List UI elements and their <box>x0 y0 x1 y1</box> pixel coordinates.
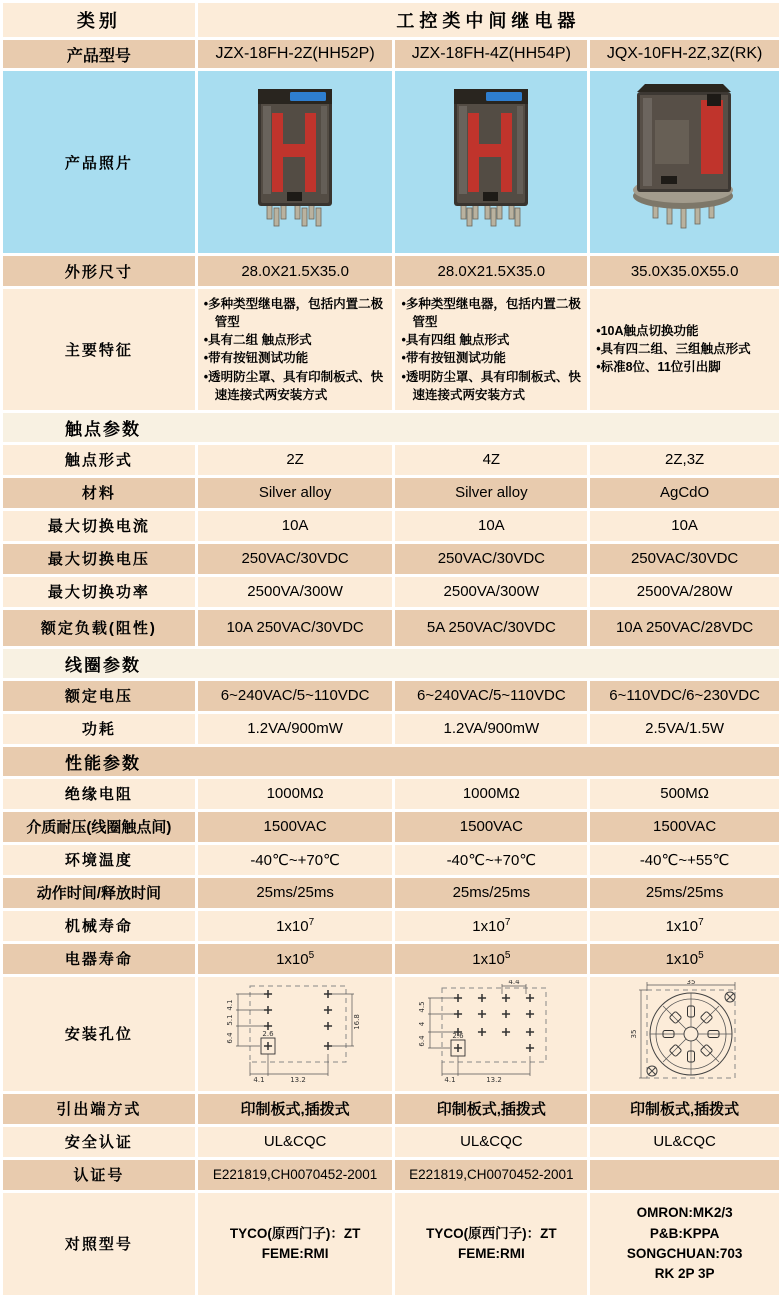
life-base: 1x10 <box>276 950 309 968</box>
relay-photo-icon <box>441 80 541 240</box>
spec-value <box>590 944 779 974</box>
row-label: 最大切换电压 <box>3 544 195 574</box>
row-label: 安全认证 <box>3 1127 195 1157</box>
spec-value: 10A 250VAC/30VDC <box>198 610 393 646</box>
section-performance-row <box>3 747 779 776</box>
dim-label: 4.5 <box>418 1001 427 1013</box>
spec-value: 2500VA/300W <box>395 577 587 607</box>
spec-value: 4Z <box>395 445 587 475</box>
spec-value: Silver alloy <box>198 478 393 508</box>
row-label: 环境温度 <box>3 845 195 875</box>
dim-label: 4.1 <box>226 999 235 1011</box>
spec-value: AgCdO <box>590 478 779 508</box>
cross-ref-line: TYCO(原西门子)：ZT <box>426 1225 557 1241</box>
spec-value: 2500VA/280W <box>590 577 779 607</box>
mounting-hole-diagram-icon <box>202 980 388 1084</box>
cross-ref-row <box>3 1193 779 1295</box>
row-label: 触点形式 <box>3 445 195 475</box>
spec-value: E221819,CH0070452-2001 <box>395 1160 587 1190</box>
relay-photo-icon <box>245 80 345 240</box>
row-label: 机械寿命 <box>3 911 195 941</box>
dim-label: 4.1 <box>444 1075 457 1084</box>
spec-value: UL&CQC <box>590 1127 779 1157</box>
spec-value: 250VAC/30VDC <box>395 544 587 574</box>
spec-value: 1500VAC <box>395 812 587 842</box>
model-2: JZX-18FH-4Z(HH54P) <box>395 40 587 68</box>
product-photo-2 <box>395 71 587 253</box>
product-photo-1 <box>198 71 393 253</box>
row-label: 介质耐压(线圈触点间) <box>3 812 195 842</box>
dim-label: 2.6 <box>452 1031 465 1040</box>
cross-ref-line: RK 2P 3P <box>654 1266 715 1281</box>
feature-item: • 标准8位、11位引出脚 <box>596 358 773 376</box>
model-label: 产品型号 <box>3 40 195 68</box>
spec-value: 印制板式,插拨式 <box>395 1094 587 1124</box>
model-row <box>3 40 779 68</box>
spec-row-max-power <box>3 577 779 607</box>
dim-label: 16.8 <box>353 1013 362 1030</box>
row-label: 认证号 <box>3 1160 195 1190</box>
spec-row-rated-voltage <box>3 681 779 711</box>
spec-value: 2Z <box>198 445 393 475</box>
spec-value: 1000MΩ <box>395 779 587 809</box>
row-label: 最大切换功率 <box>3 577 195 607</box>
section-coil-title: 线圈参数 <box>3 649 779 678</box>
section-contact-title: 触点参数 <box>3 413 779 442</box>
spec-value: 2.5VA/1.5W <box>590 714 779 744</box>
dim-label: 5.1 <box>226 1014 235 1026</box>
cross-ref-line: FEME:RMI <box>457 1245 525 1261</box>
spec-value: 1.2VA/900mW <box>198 714 393 744</box>
spec-row-safety <box>3 1127 779 1157</box>
spec-value: E221819,CH0070452-2001 <box>198 1160 393 1190</box>
section-performance-title: 性能参数 <box>3 747 779 776</box>
cross-ref-line: SONGCHUAN:703 <box>626 1245 743 1261</box>
product-photo-3 <box>590 71 779 253</box>
life-base: 1x10 <box>665 950 699 968</box>
spec-value: 1.2VA/900mW <box>395 714 587 744</box>
dim-label: 2.6 <box>262 1029 274 1038</box>
row-label: 引出端方式 <box>3 1094 195 1124</box>
row-label: 最大切换电流 <box>3 511 195 541</box>
spec-value: 2500VA/300W <box>198 577 393 607</box>
photo-row <box>3 71 779 253</box>
cross-ref-line: TYCO(原西门子)：ZT <box>229 1225 361 1241</box>
life-exponent: 7 <box>504 916 511 928</box>
category-row <box>3 3 779 37</box>
feature-list <box>401 295 581 404</box>
dimensions-value-1: 28.0X21.5X35.0 <box>198 256 393 286</box>
spec-value: 6~240VAC/5~110VDC <box>198 681 393 711</box>
row-label: 材料 <box>3 478 195 508</box>
cross-ref-1 <box>198 1193 393 1295</box>
spec-value: 10A 250VAC/28VDC <box>590 610 779 646</box>
mounting-diagram-1 <box>198 977 393 1091</box>
spec-value: 1500VAC <box>198 812 393 842</box>
dim-label: 6.4 <box>418 1035 427 1047</box>
section-coil-row <box>3 649 779 678</box>
spec-row-power-consumption <box>3 714 779 744</box>
dim-label: 13.2 <box>290 1075 306 1084</box>
feature-item: • 具有二组 触点形式 <box>204 331 387 349</box>
spec-value: 印制板式,插拨式 <box>590 1094 779 1124</box>
spec-row-cert <box>3 1160 779 1190</box>
feature-item: • 10A触点切换功能 <box>596 322 773 340</box>
features-3 <box>590 289 779 410</box>
row-label: 绝缘电阻 <box>3 779 195 809</box>
spec-value: 10A <box>198 511 393 541</box>
mounting-row <box>3 977 779 1091</box>
row-label: 功耗 <box>3 714 195 744</box>
feature-item: • 带有按钮测试功能 <box>204 349 387 367</box>
life-base: 1x10 <box>665 917 699 935</box>
spec-value: 5A 250VAC/30VDC <box>395 610 587 646</box>
life-base: 1x10 <box>472 950 505 968</box>
dim-label: 4.1 <box>253 1075 265 1084</box>
model-3: JQX-10FH-2Z,3Z(RK) <box>590 40 779 68</box>
spec-value: 500MΩ <box>590 779 779 809</box>
dim-label: 35 <box>629 1029 638 1039</box>
row-label: 动作时间/释放时间 <box>3 878 195 908</box>
row-label: 额定负载(阻性) <box>3 610 195 646</box>
spec-row-rated-load <box>3 610 779 646</box>
life-base: 1x10 <box>276 917 309 935</box>
spec-value: 25ms/25ms <box>590 878 779 908</box>
row-label: 电器寿命 <box>3 944 195 974</box>
features-label: 主要特征 <box>3 289 195 410</box>
feature-item: • 具有四二组、三组触点形式 <box>596 340 773 358</box>
spec-row-insulation <box>3 779 779 809</box>
feature-list <box>596 322 773 376</box>
spec-value: 25ms/25ms <box>395 878 587 908</box>
life-exponent: 7 <box>308 916 315 928</box>
spec-value: -40℃~+55℃ <box>590 845 779 875</box>
spec-value: 印制板式,插拨式 <box>198 1094 393 1124</box>
spec-value: 1000MΩ <box>198 779 393 809</box>
cross-ref-label: 对照型号 <box>3 1193 195 1295</box>
mounting-diagram-3 <box>590 977 779 1091</box>
spec-row-terminal <box>3 1094 779 1124</box>
spec-value <box>590 1160 779 1190</box>
spec-row-electrical-life <box>3 944 779 974</box>
feature-item: • 透明防尘罩、具有印制板式、快速连接式两安装方式 <box>401 368 581 404</box>
cross-ref-2 <box>395 1193 587 1295</box>
life-exponent: 7 <box>698 916 704 928</box>
dimensions-label: 外形尺寸 <box>3 256 195 286</box>
mounting-label: 安装孔位 <box>3 977 195 1091</box>
dim-label: 6.4 <box>226 1032 235 1044</box>
feature-item: • 透明防尘罩、具有印制板式、快速连接式两安装方式 <box>204 368 387 404</box>
spec-value <box>198 911 393 941</box>
spec-row-mechanical-life <box>3 911 779 941</box>
dimensions-row <box>3 256 779 286</box>
dimensions-value-3: 35.0X35.0X55.0 <box>590 256 779 286</box>
feature-item: • 多种类型继电器，包括内置二极管型 <box>401 295 581 331</box>
spec-value: 10A <box>395 511 587 541</box>
spec-row-contact-form <box>3 445 779 475</box>
feature-item: • 具有四组 触点形式 <box>401 331 581 349</box>
socket-diagram-icon <box>595 980 775 1084</box>
relay-photo-icon <box>615 80 755 240</box>
life-exponent: 5 <box>308 949 315 961</box>
cross-ref-line: P&B:KPPA <box>649 1225 720 1241</box>
mounting-diagram-2 <box>395 977 587 1091</box>
spec-value <box>395 911 587 941</box>
spec-value: 250VAC/30VDC <box>590 544 779 574</box>
section-contact-row <box>3 413 779 442</box>
spec-value: UL&CQC <box>198 1127 393 1157</box>
cross-ref-line: FEME:RMI <box>261 1245 329 1261</box>
spec-value: -40℃~+70℃ <box>395 845 587 875</box>
feature-list <box>204 295 387 404</box>
spec-value: UL&CQC <box>395 1127 587 1157</box>
dim-label: 35 <box>686 979 696 986</box>
features-1 <box>198 289 393 410</box>
dim-label: 4.4 <box>508 979 521 986</box>
features-row <box>3 289 779 410</box>
spec-value: 250VAC/30VDC <box>198 544 393 574</box>
cross-ref-line: OMRON:MK2/3 <box>636 1205 733 1221</box>
spec-value <box>395 944 587 974</box>
spec-value: -40℃~+70℃ <box>198 845 393 875</box>
feature-item: • 带有按钮测试功能 <box>401 349 581 367</box>
spec-row-ambient-temp <box>3 845 779 875</box>
spec-value <box>198 944 393 974</box>
spec-row-material <box>3 478 779 508</box>
life-exponent: 5 <box>504 949 511 961</box>
category-label: 类别 <box>3 3 195 37</box>
spec-value: 25ms/25ms <box>198 878 393 908</box>
spec-value <box>590 911 779 941</box>
life-exponent: 5 <box>698 949 704 961</box>
mounting-hole-diagram-icon <box>398 980 584 1084</box>
spec-value: Silver alloy <box>395 478 587 508</box>
spec-row-max-current <box>3 511 779 541</box>
dimensions-value-2: 28.0X21.5X35.0 <box>395 256 587 286</box>
spec-value: 10A <box>590 511 779 541</box>
spec-row-dielectric <box>3 812 779 842</box>
spec-value: 2Z,3Z <box>590 445 779 475</box>
row-label: 额定电压 <box>3 681 195 711</box>
spec-value: 1500VAC <box>590 812 779 842</box>
spec-value: 6~240VAC/5~110VDC <box>395 681 587 711</box>
feature-item: • 多种类型继电器，包括内置二极管型 <box>204 295 387 331</box>
category-value: 工控类中间继电器 <box>198 3 779 37</box>
photo-label: 产品照片 <box>3 71 195 253</box>
cross-ref-3 <box>590 1193 779 1295</box>
spec-row-max-voltage <box>3 544 779 574</box>
model-1: JZX-18FH-2Z(HH52P) <box>198 40 393 68</box>
spec-value: 6~110VDC/6~230VDC <box>590 681 779 711</box>
dim-label: 13.2 <box>486 1075 503 1084</box>
life-base: 1x10 <box>472 917 505 935</box>
dim-label: 4 <box>418 1021 427 1026</box>
features-2 <box>395 289 587 410</box>
spec-row-operate-release-time <box>3 878 779 908</box>
